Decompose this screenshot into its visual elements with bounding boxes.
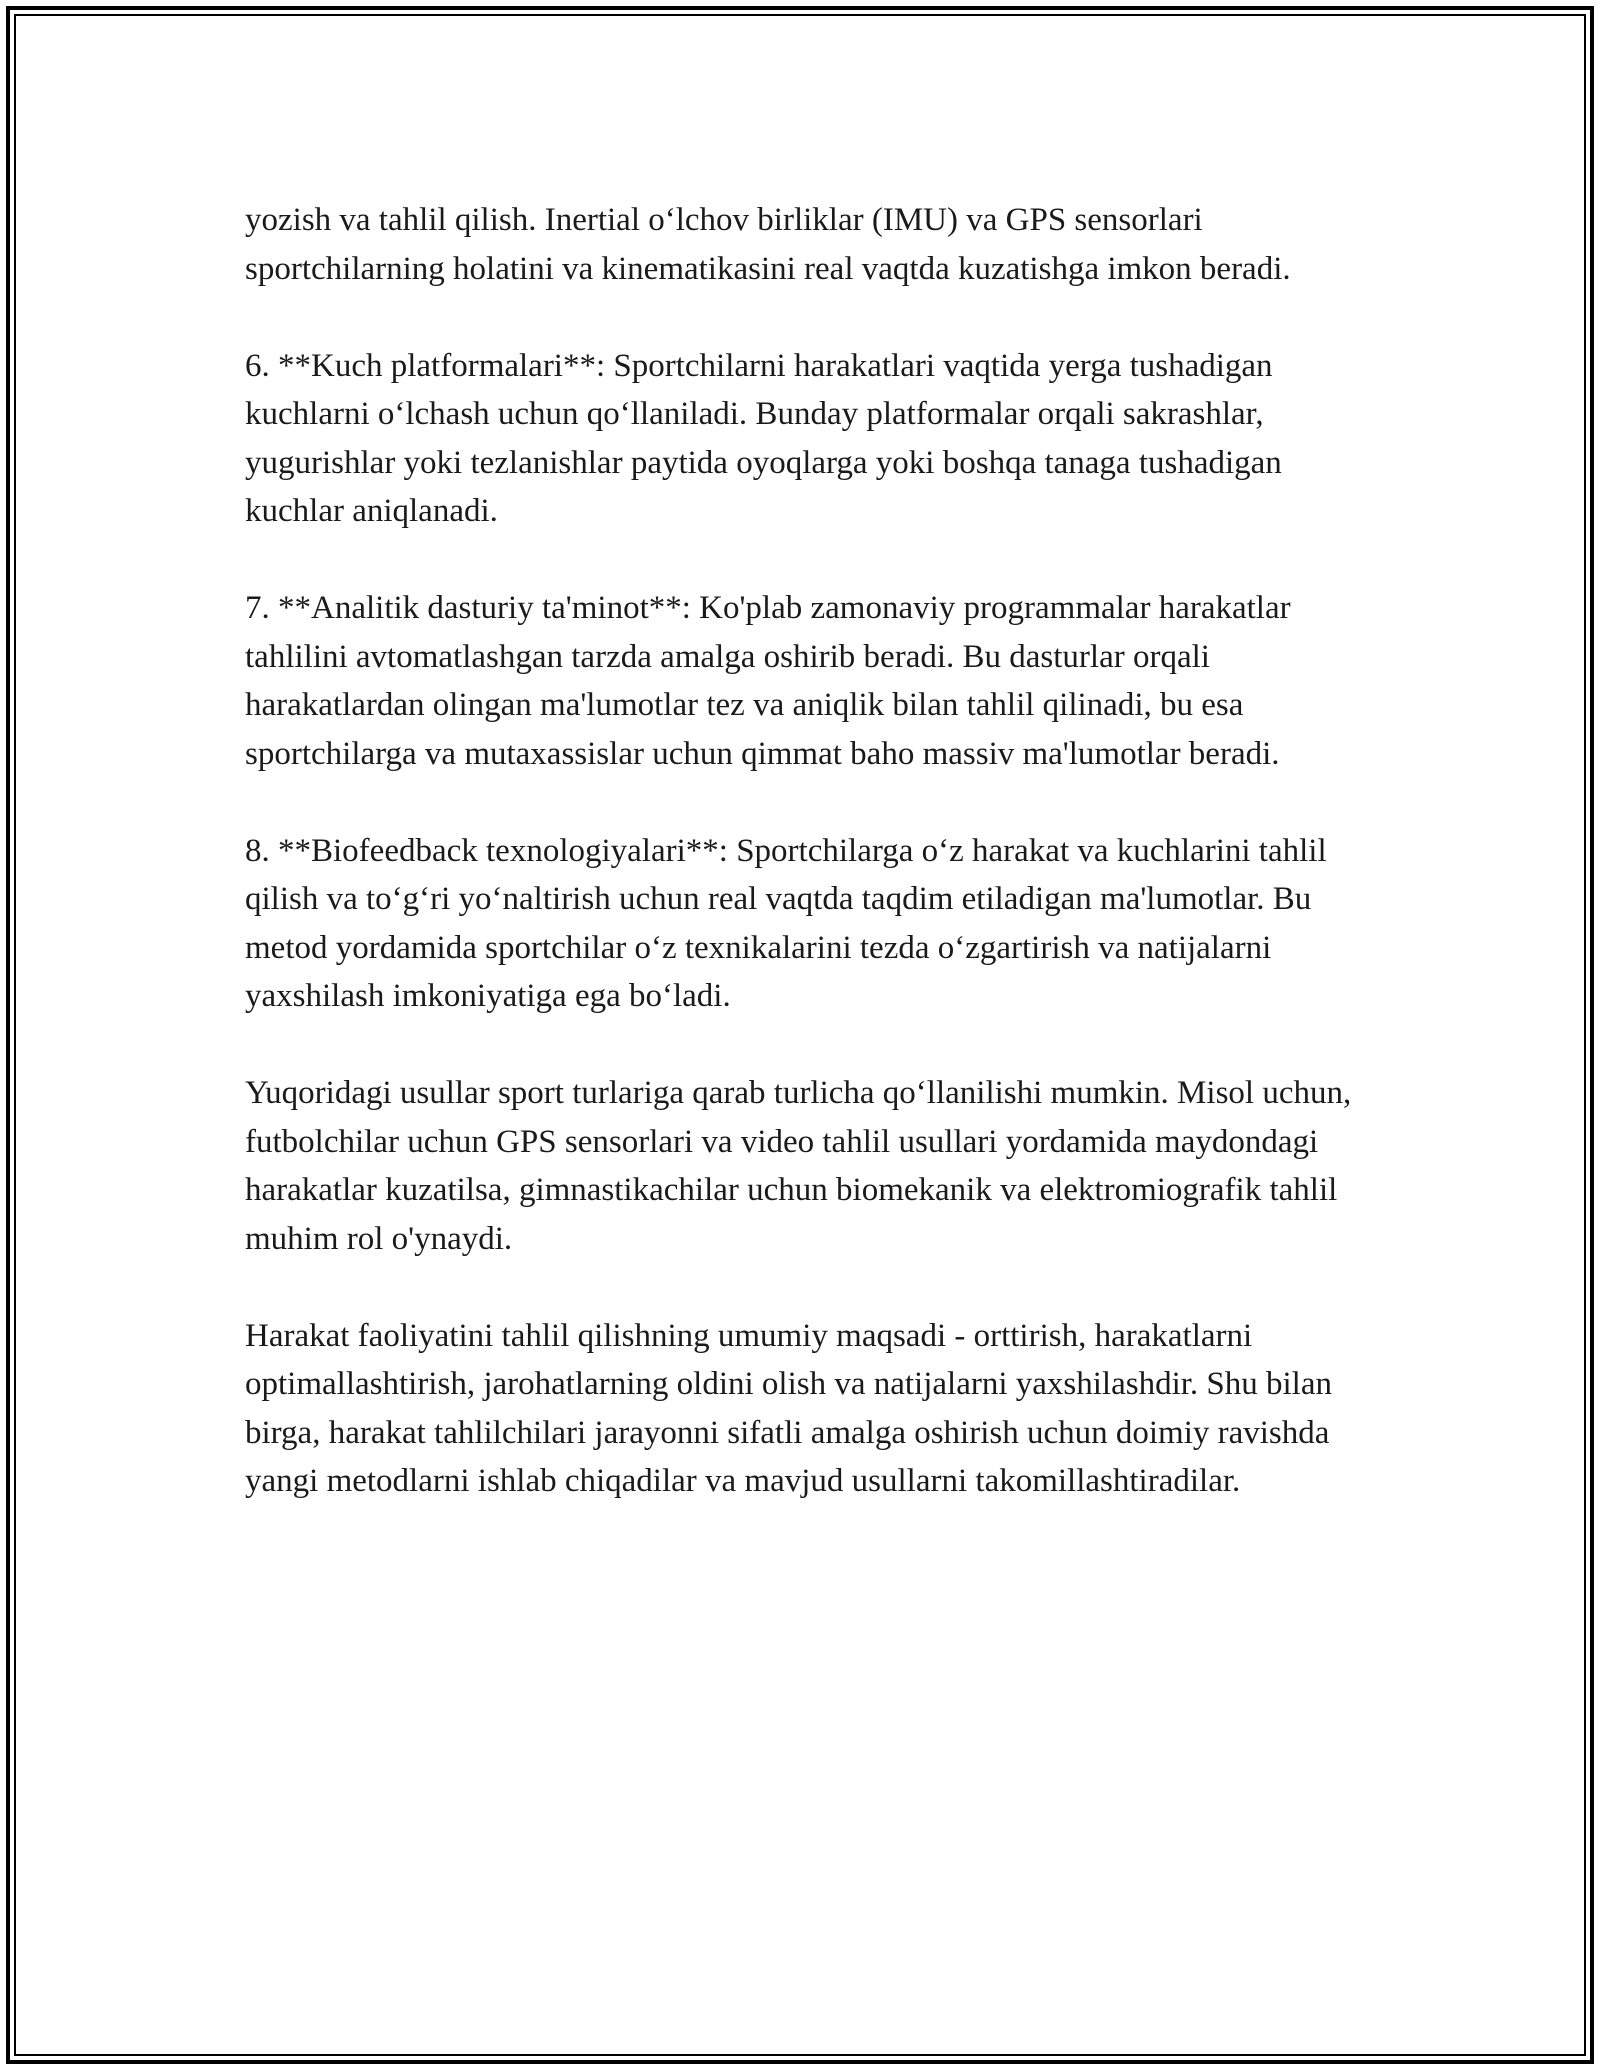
- page-border: [6, 6, 1594, 2064]
- paragraph-force-platforms: 6. **Kuch platformalari**: Sportchilarni harakatlari vaqtida yerga tushadigan kuchlarni o‘lchash uchun qo‘llaniladi. Bunday platformalar orqali sakrashlar, yugurishlar yoki tezlanishlar paytida oyoqlarga yoki boshqa tanaga tushadigan kuchlar aniqlanadi.: [245, 347, 1282, 529]
- paragraph-analytic-software: 7. **Analitik dasturiy ta'minot**: Ko'plab zamonaviy programmalar harakatlar tahlilini avtomatlashgan tarzda amalga oshirib beradi. Bu dasturlar orqali harakatlardan olingan ma'lumotlar tez va aniqlik bilan tahlil qilinadi, bu esa sportchilarga va mutaxassislar uchun qimmat baho massiv ma'lumotlar beradi.: [245, 590, 1291, 772]
- paragraph-imu-gps: yozish va tahlil qilish. Inertial o‘lchov birliklar (IMU) va GPS sensorlari sportchilarning holatini va kinematikasini real vaqtda kuzatishga imkon beradi.: [245, 202, 1291, 287]
- document-body: [245, 196, 1380, 1506]
- paragraph-conclusion: Harakat faoliyatini tahlil qilishning umumiy maqsadi - orttirish, harakatlarni optimallashtirish, jarohatlarning oldini olish va natijalarni yaxshilashdir. Shu bilan birga, harakat tahlilchilari jarayonni sifatli amalga oshirish uchun doimiy ravishda yangi metodlarni ishlab chiqadilar va mavjud usullarni takomillashtiradilar.: [245, 1317, 1333, 1499]
- paragraph-biofeedback: 8. **Biofeedback texnologiyalari**: Sportchilarga o‘z harakat va kuchlarini tahlil qilish va to‘g‘ri yo‘naltirish uchun real vaqtda taqdim etiladigan ma'lumotlar. Bu metod yordamida sportchilar o‘z texnikalarini tezda o‘zgartirish va natijalarni yaxshilash imkoniyatiga ega bo‘ladi.: [245, 832, 1327, 1014]
- paragraph-sport-usage: Yuqoridagi usullar sport turlariga qarab turlicha qo‘llanilishi mumkin. Misol uchun, futbolchilar uchun GPS sensorlari va video tahlil usullari yordamida maydondagi harakatlar kuzatilsa, gimnastikachilar uchun biomekanik va elektromiografik tahlil muhim rol o'ynaydi.: [245, 1075, 1352, 1257]
